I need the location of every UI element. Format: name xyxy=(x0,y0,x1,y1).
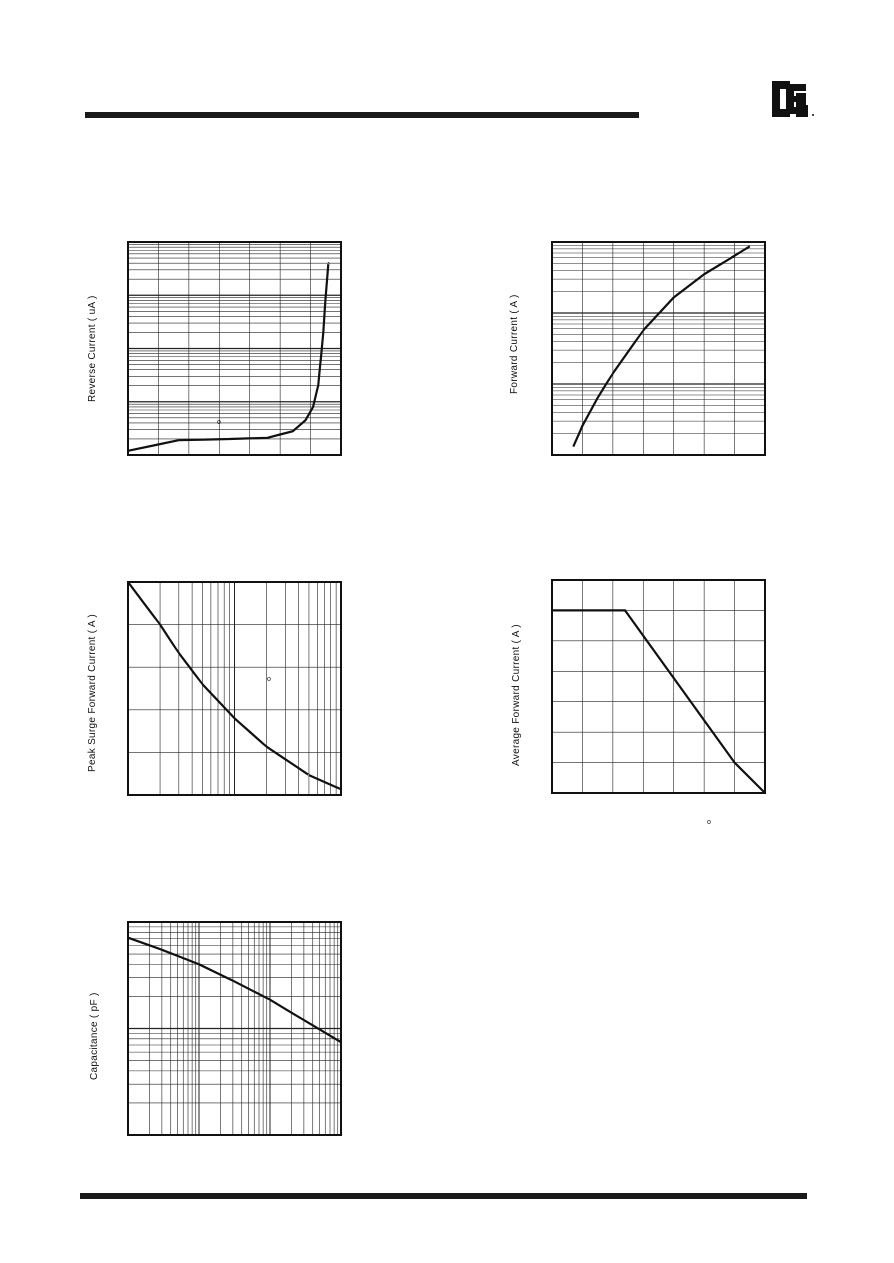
derating-chart xyxy=(552,580,766,794)
reverse-current-chart xyxy=(128,242,342,456)
forward-current-chart xyxy=(552,242,766,456)
header-rule xyxy=(85,112,639,118)
series-line-0 xyxy=(573,246,750,446)
surge-current-chart xyxy=(128,582,342,796)
forward-ylabel: Forward Current ( A ) xyxy=(509,294,520,394)
surge-ylabel: Peak Surge Forward Current ( A ) xyxy=(87,614,98,772)
cec-logo-icon xyxy=(772,81,816,121)
footer-rule xyxy=(80,1193,807,1199)
derating-annotation: o xyxy=(707,819,711,826)
reverse-annotation: o xyxy=(217,419,221,426)
derating-ylabel: Average Forward Current ( A ) xyxy=(511,624,522,766)
capacitance-ylabel: Capacitance ( pF ) xyxy=(89,992,100,1080)
series-line-0 xyxy=(128,938,341,1042)
capacitance-chart xyxy=(128,922,342,1136)
surge-annotation: o xyxy=(267,676,271,683)
reverse-ylabel: Reverse Current ( uA ) xyxy=(87,295,98,402)
